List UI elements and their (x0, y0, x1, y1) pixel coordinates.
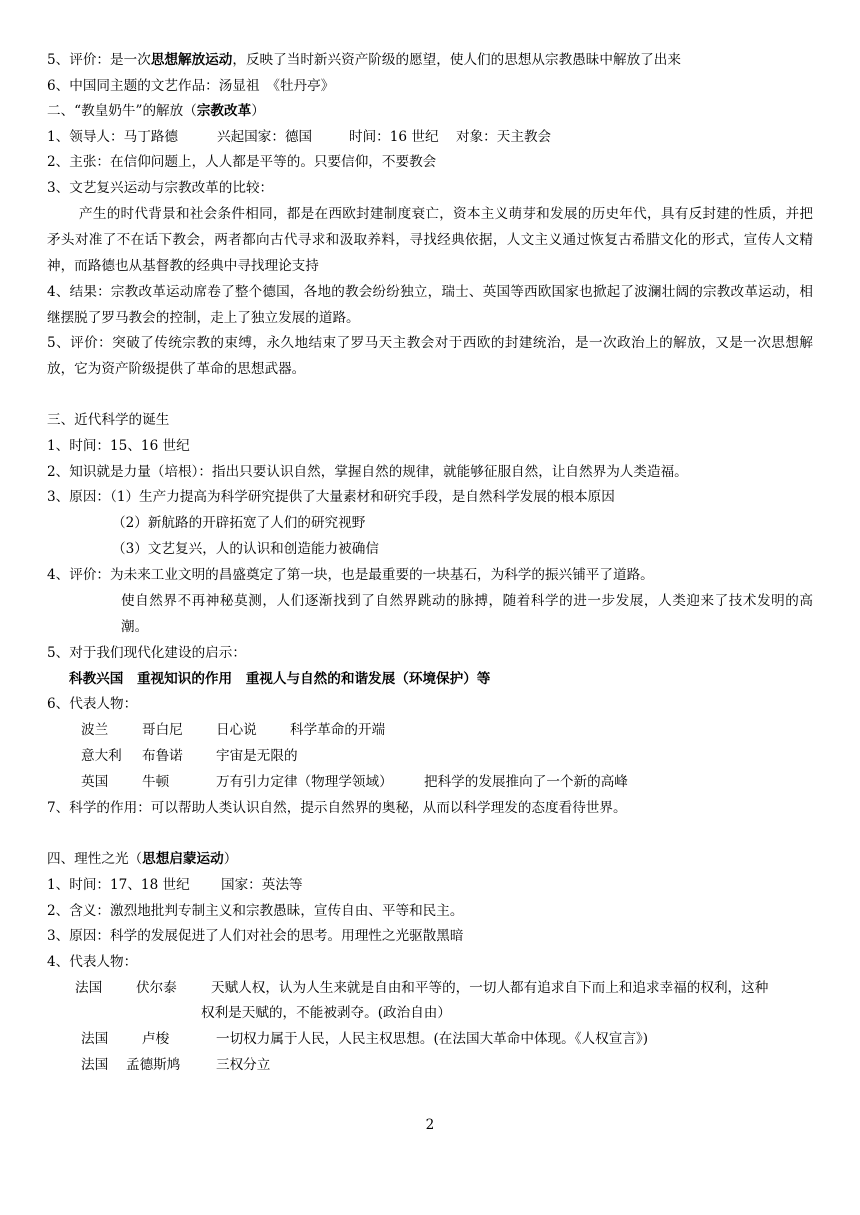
s3-line-4: 4、评价：为未来工业文明的昌盛奠定了第一块，也是最重要的一块基石，为科学的振兴铺平了道路。 (47, 567, 654, 583)
s1-line-5 (47, 50, 813, 70)
s3-line-5: 5、对于我们现代化建设的启示： (47, 645, 246, 661)
s3-line-1: 1、时间：15、16 世纪 (47, 438, 190, 454)
person-name: 牛顿 (142, 774, 170, 790)
s4-line-1 (47, 875, 813, 895)
text: 时间：16 世纪 (349, 129, 439, 145)
s2-comparison-paragraph: 产生的时代背景和社会条件相同，都是在西欧封建制度衰亡，资本主义萌芽和发展的历史年代，具有反封建的性质，并把矛头对准了不在话下教会，两者都向古代寻求和汲取养料，寻找经典依据，人文主义通过恢复古希腊文化的形式，宣传人文精神，而路德也从基督教的经典中寻找理论支持 (47, 206, 813, 274)
person-idea: 三权分立 (216, 1057, 271, 1073)
s3-line-2: 2、知识就是力量（培根）：指出只要认识自然，掌握自然的规律，就能够征服自然，让自然界为人类造福。 (47, 464, 688, 480)
person-country: 法国 (81, 1031, 109, 1047)
person-work: 万有引力定律（物理学领域） (216, 774, 393, 790)
s3-line-7: 7、科学的作用：可以帮助人类认识自然，提示自然界的奥秘，从而以科学理发的态度看待世界。 (47, 800, 627, 816)
text: ） (251, 103, 265, 119)
text: ，反映了当时新兴资产阶级的愿望，使人们的思想从宗教愚昧中解放了出来 (232, 52, 681, 68)
person-note: 科学革命的开端 (290, 722, 386, 738)
s2-line-3: 3、文艺复兴运动与宗教改革的比较： (47, 180, 274, 196)
text: 1、领导人：马丁路德 (47, 129, 178, 145)
s3-line-3-1: 3、原因：（1）生产力提高为科学研究提供了大量素材和研究手段，是自然科学发展的根本原因 (47, 489, 615, 505)
person-name: 哥白尼 (142, 722, 183, 738)
text: ） (223, 851, 238, 867)
s2-line-5: 5、评价：突破了传统宗教的束缚，永久地结束了罗马天主教会对于西欧的封建统治，是一次政治上的解放，又是一次思想解放，它为资产阶级提供了革命的思想武器。 (47, 335, 813, 377)
bold-text: 思想启蒙运动 (142, 851, 224, 867)
section-4-heading (47, 849, 813, 869)
s3-person-row (47, 720, 813, 740)
s3-line-3-2: （2）新航路的开辟拓宽了人们的研究视野 (112, 515, 366, 531)
person-idea: 一切权力属于人民，人民主权思想。(在法国大革命中体现。《人权宣言》) (216, 1031, 649, 1047)
person-note: 把科学的发展推向了一个新的高峰 (424, 774, 628, 790)
text: 对象：天主教会 (456, 129, 552, 145)
text: 国家：英法等 (221, 877, 303, 893)
page-number: 2 (425, 1117, 435, 1133)
person-country: 波兰 (81, 722, 109, 738)
s2-line-4: 4、结果：宗教改革运动席卷了整个德国，各地的教会纷纷独立，瑞士、英国等西欧国家也掀起了波澜壮阔的宗教改革运动，相继摆脱了罗马教会的控制，走上了独立发展的道路。 (47, 284, 813, 326)
person-work: 日心说 (216, 722, 257, 738)
section-2-heading (47, 101, 813, 121)
person-idea: 天赋人权，认为人生来就是自由和平等的，一切人都有追求自下而上和追求幸福的权利，这种 (211, 980, 769, 996)
s3-person-row (47, 772, 813, 792)
text: 1、时间：17、18 世纪 (47, 877, 190, 893)
person-name: 孟德斯鸠 (126, 1057, 181, 1073)
section-3-heading: 三、近代科学的诞生 (47, 412, 170, 428)
s3-line-6: 6、代表人物： (47, 696, 138, 712)
person-name: 伏尔泰 (136, 980, 177, 996)
s3-line-3-3: （3）文艺复兴，人的认识和创造能力被确信 (112, 541, 379, 557)
s3-line-5-bold: 科教兴国 重视知识的作用 重视人与自然的和谐发展（环境保护）等 (69, 671, 491, 687)
text: 5、评价：是一次 (47, 52, 151, 68)
s2-line-1 (47, 127, 813, 147)
text: 四、理性之光（ (47, 851, 143, 867)
bold-text: 宗教改革 (196, 103, 252, 119)
s4-person-row (47, 978, 813, 998)
person-name: 布鲁诺 (142, 748, 183, 764)
bold-text: 思想解放运动 (150, 52, 233, 68)
text: 兴起国家：德国 (217, 129, 313, 145)
s3-person-row (47, 746, 813, 766)
person-country: 法国 (81, 1057, 109, 1073)
person-country: 英国 (81, 774, 109, 790)
person-name: 卢梭 (142, 1031, 170, 1047)
s4-line-3: 3、原因：科学的发展促进了人们对社会的思考。用理性之光驱散黑暗 (47, 928, 464, 944)
s4-person-idea-cont: 权利是天赋的，不能被剥夺。(政治自由） (201, 1005, 451, 1021)
s4-person-row (47, 1029, 813, 1049)
person-country: 意大利 (81, 748, 122, 764)
person-work: 宇宙是无限的 (216, 748, 298, 764)
s4-person-row (47, 1055, 813, 1075)
person-country: 法国 (75, 980, 103, 996)
s3-line-4-cont: 使自然界不再神秘莫测，人们逐渐找到了自然界跳动的脉搏，随着科学的进一步发展，人类迎来了技术发明的高潮。 (121, 593, 813, 635)
s4-line-2: 2、含义：激烈地批判专制主义和宗教愚昧，宣传自由、平等和民主。 (47, 903, 464, 919)
s1-line-6: 6、中国同主题的文艺作品：汤显祖 《牡丹亭》 (47, 78, 335, 94)
s2-line-2: 2、主张：在信仰问题上，人人都是平等的。只要信仰，不要教会 (47, 154, 437, 170)
s4-line-4: 4、代表人物： (47, 954, 138, 970)
text: 二、“教皇奶牛”的解放（ (47, 103, 197, 119)
